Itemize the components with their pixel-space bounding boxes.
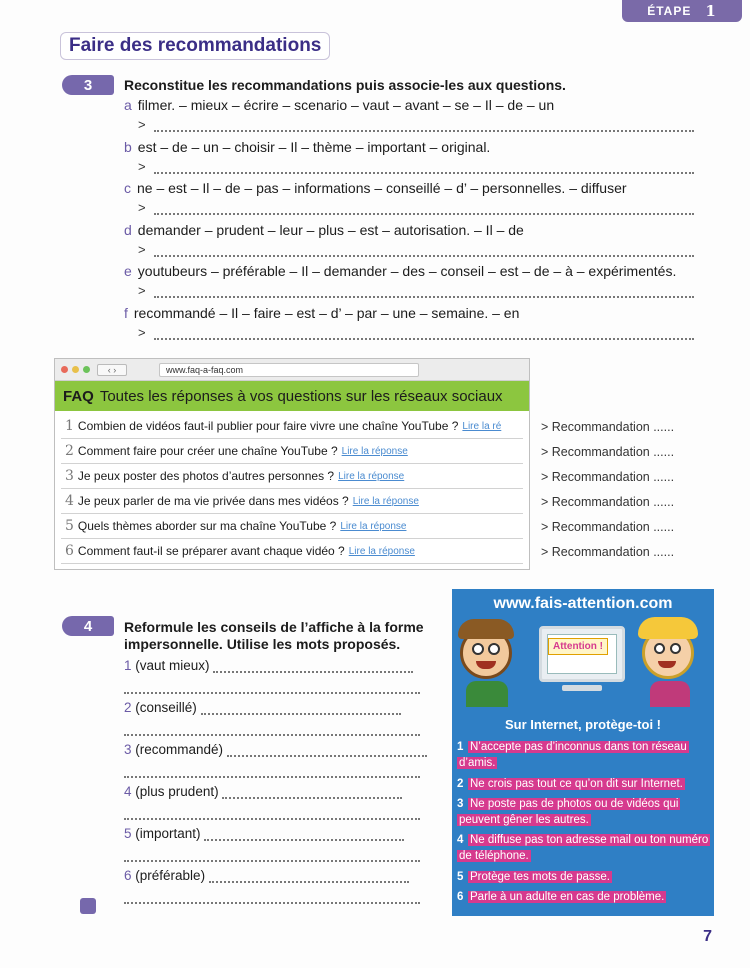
reformulate-item (124, 826, 404, 841)
item-letter: b (124, 138, 132, 155)
read-answer-link[interactable]: Lire la réponse (348, 545, 415, 557)
answer-line (138, 242, 698, 257)
read-answer-link[interactable]: Lire la réponse (338, 470, 405, 482)
reformulate-item (124, 658, 413, 673)
recommendation-blank: > Recommandation ...... (541, 545, 675, 559)
dotted-fill-line (204, 831, 404, 841)
back-forward-icon: ‹ › (97, 364, 127, 376)
reformulate-item (124, 742, 427, 757)
dotted-continuation-line (124, 679, 420, 694)
step-tab (622, 0, 742, 22)
tip-number: 4 (457, 834, 464, 846)
step-tab-number: 1 (705, 2, 717, 20)
faq-header (55, 381, 529, 411)
boy-eye-right-icon (488, 643, 500, 655)
answer-marker: > (138, 158, 146, 174)
poster-tip (457, 889, 709, 905)
reformulate-item (124, 700, 401, 715)
item-letter: a (124, 97, 132, 113)
girl-hair-icon (638, 617, 698, 639)
sentence-words: youtubeurs – préférable – Il – demander – des – conseil – est – de – à – expérimentés. (137, 263, 677, 279)
tip-number: 1 (457, 741, 464, 753)
item-number: 3 (124, 742, 132, 757)
question-text: Quels thèmes aborder sur ma chaîne YouTube ? (77, 519, 337, 533)
address-bar: www.faq-a-faq.com (159, 363, 419, 377)
tip-text: Ne crois pas tout ce qu’on dit sur Internet. (470, 778, 683, 790)
sentence-words: est – de – un – choisir – Il – thème – important – original. (137, 138, 491, 155)
question-text: Je peux poster des photos d’autres personnes ? (77, 469, 335, 483)
close-dot-icon (61, 366, 68, 373)
corner-square-icon (80, 898, 96, 914)
question-number: 6 (65, 543, 74, 559)
poster-subtitle: Sur Internet, protège-toi ! (505, 717, 661, 732)
tip-number: 5 (457, 871, 464, 883)
answer-marker: > (138, 283, 146, 298)
tip-text: Protège tes mots de passe. (470, 871, 610, 883)
tip-text: Ne diffuse pas ton adresse mail ou ton numéro de téléphone. (459, 834, 709, 862)
item-keyword: (vaut mieux) (135, 658, 210, 673)
faq-browser-window (54, 358, 530, 570)
recommendation-blank: > Recommandation ...... (541, 445, 675, 459)
monitor-stand-icon (562, 685, 602, 691)
girl-eye-left-icon (654, 643, 665, 654)
exercise-4-instruction-line-1: Reformule les conseils de l’affiche à la forme (124, 619, 424, 635)
exercise-3-number: 3 (62, 75, 114, 95)
scrambled-sentence (124, 97, 554, 113)
answer-marker: > (138, 117, 146, 132)
item-number: 5 (124, 826, 132, 841)
item-keyword: (préférable) (135, 868, 206, 883)
dotted-fill-line (222, 789, 402, 799)
item-number: 2 (124, 700, 132, 715)
boy-shirt-icon (466, 681, 508, 707)
poster-url: www.fais-attention.com (493, 595, 673, 612)
recommendation-blank: > Recommandation ...... (541, 420, 675, 434)
page-title: Faire des recommandations (60, 32, 330, 60)
dotted-fill-line (154, 205, 694, 215)
dotted-fill-line (124, 810, 420, 820)
question-text: Comment faut-il se préparer avant chaque vidéo ? (77, 544, 345, 558)
question-text: Je peux parler de ma vie privée dans mes vidéos ? (77, 494, 349, 508)
computer-monitor-icon (539, 626, 625, 682)
tip-text: N’accepte pas d’inconnus dans ton réseau d’amis. (459, 741, 687, 769)
question-text: Comment faire pour créer une chaîne YouTube ? (77, 444, 338, 458)
dotted-fill-line (124, 684, 420, 694)
faq-question-row (61, 539, 523, 564)
recommendation-blank: > Recommandation ...... (541, 520, 675, 534)
faq-label: FAQ (63, 387, 94, 405)
read-answer-link[interactable]: Lire la réponse (341, 445, 408, 457)
dotted-fill-line (154, 247, 694, 257)
scrambled-sentence (124, 305, 519, 321)
page-number: 7 (703, 928, 712, 945)
question-number: 1 (65, 418, 74, 434)
item-number: 1 (124, 658, 132, 673)
faq-question-row (61, 414, 523, 439)
recommendation-blank: > Recommandation ...... (541, 495, 675, 509)
sentence-words: recommandé – Il – faire – est – d’ – par – une – semaine. – en (133, 304, 520, 321)
item-letter: e (124, 263, 132, 279)
dotted-continuation-line (124, 763, 420, 778)
read-answer-link[interactable]: Lire la réponse (340, 520, 407, 532)
attention-warning: Attention ! (548, 638, 608, 655)
dotted-fill-line (154, 288, 694, 298)
scrambled-sentence (124, 263, 676, 279)
scrambled-sentence (124, 139, 490, 155)
question-text: Combien de vidéos faut-il publier pour faire vivre une chaîne YouTube ? (77, 419, 459, 433)
item-letter: c (124, 180, 131, 196)
dotted-fill-line (124, 894, 420, 904)
maximize-dot-icon (83, 366, 90, 373)
faq-question-row (61, 489, 523, 514)
exercise-3-instruction: Reconstitue les recommandations puis associe-les aux questions. (124, 77, 566, 93)
girl-eye-right-icon (670, 643, 681, 654)
read-answer-link[interactable]: Lire la ré (462, 420, 502, 432)
poster-tip (457, 796, 709, 828)
answer-line (138, 117, 698, 132)
faq-question-row (61, 439, 523, 464)
scrambled-sentence (124, 180, 627, 196)
dotted-fill-line (209, 873, 409, 883)
read-answer-link[interactable]: Lire la réponse (352, 495, 419, 507)
dotted-fill-line (124, 852, 420, 862)
dotted-continuation-line (124, 847, 420, 862)
answer-marker: > (138, 200, 146, 215)
poster-tip (457, 832, 709, 864)
sentence-words: filmer. – mieux – écrire – scenario – vaut – avant – se – Il – de – un (137, 97, 555, 113)
step-tab-label: ÉTAPE (647, 4, 692, 18)
dotted-fill-line (124, 726, 420, 736)
dotted-continuation-line (124, 721, 420, 736)
item-number: 4 (124, 784, 132, 799)
boy-eye-left-icon (472, 643, 484, 655)
dotted-fill-line (201, 705, 401, 715)
minimize-dot-icon (72, 366, 79, 373)
faq-question-row (61, 514, 523, 539)
sentence-words: demander – prudent – leur – plus – est – autorisation. – Il – de (137, 221, 524, 238)
faq-question-row (61, 464, 523, 489)
tip-text: Parle à un adulte en cas de problème. (470, 891, 665, 903)
item-letter: d (124, 221, 132, 238)
question-number: 2 (65, 443, 74, 459)
item-keyword: (conseillé) (135, 700, 197, 715)
answer-marker: > (138, 241, 146, 257)
exercise-4-instruction-line-2: impersonnelle. Utilise les mots proposés. (124, 636, 401, 652)
question-number: 4 (65, 493, 74, 509)
tip-number: 6 (457, 891, 464, 903)
tip-number: 2 (457, 778, 464, 790)
item-keyword: (recommandé) (135, 742, 224, 757)
reformulate-item (124, 868, 409, 883)
girl-shirt-icon (650, 681, 690, 707)
item-letter: f (124, 304, 128, 321)
scrambled-sentence (124, 222, 524, 238)
reformulate-item (124, 784, 402, 799)
item-keyword: (plus prudent) (135, 784, 219, 799)
browser-toolbar (55, 359, 529, 381)
dotted-continuation-line (124, 889, 420, 904)
print-through-ghost (340, 30, 347, 56)
question-number: 5 (65, 518, 74, 534)
exercise-4-number: 4 (62, 616, 114, 636)
poster-tip (457, 869, 709, 885)
sentence-words: ne – est – Il – de – pas – informations – conseillé – d’ – personnelles. – diffuser (137, 180, 627, 196)
dotted-continuation-line (124, 805, 420, 820)
item-number: 6 (124, 868, 132, 883)
dotted-fill-line (213, 663, 413, 673)
poster-tip (457, 739, 709, 771)
recommendation-blank: > Recommandation ...... (541, 470, 675, 484)
boy-hair-icon (458, 619, 514, 639)
question-number: 3 (65, 468, 74, 484)
dotted-fill-line (227, 747, 427, 757)
poster-tip (457, 776, 709, 792)
faq-title: Toutes les réponses à vos questions sur les réseaux sociaux (99, 387, 503, 405)
dotted-fill-line (154, 164, 694, 174)
dotted-fill-line (124, 768, 420, 778)
safety-poster (452, 589, 714, 916)
tip-number: 3 (457, 798, 464, 810)
answer-marker: > (138, 324, 146, 340)
answer-line (138, 283, 698, 298)
tip-text: Ne poste pas de photos ou de vidéos qui peuvent gêner les autres. (459, 798, 679, 826)
item-keyword: (important) (135, 826, 201, 841)
dotted-fill-line (154, 330, 694, 340)
answer-line (138, 325, 698, 340)
dotted-fill-line (154, 122, 694, 132)
answer-line (138, 200, 698, 215)
answer-line (138, 159, 698, 174)
